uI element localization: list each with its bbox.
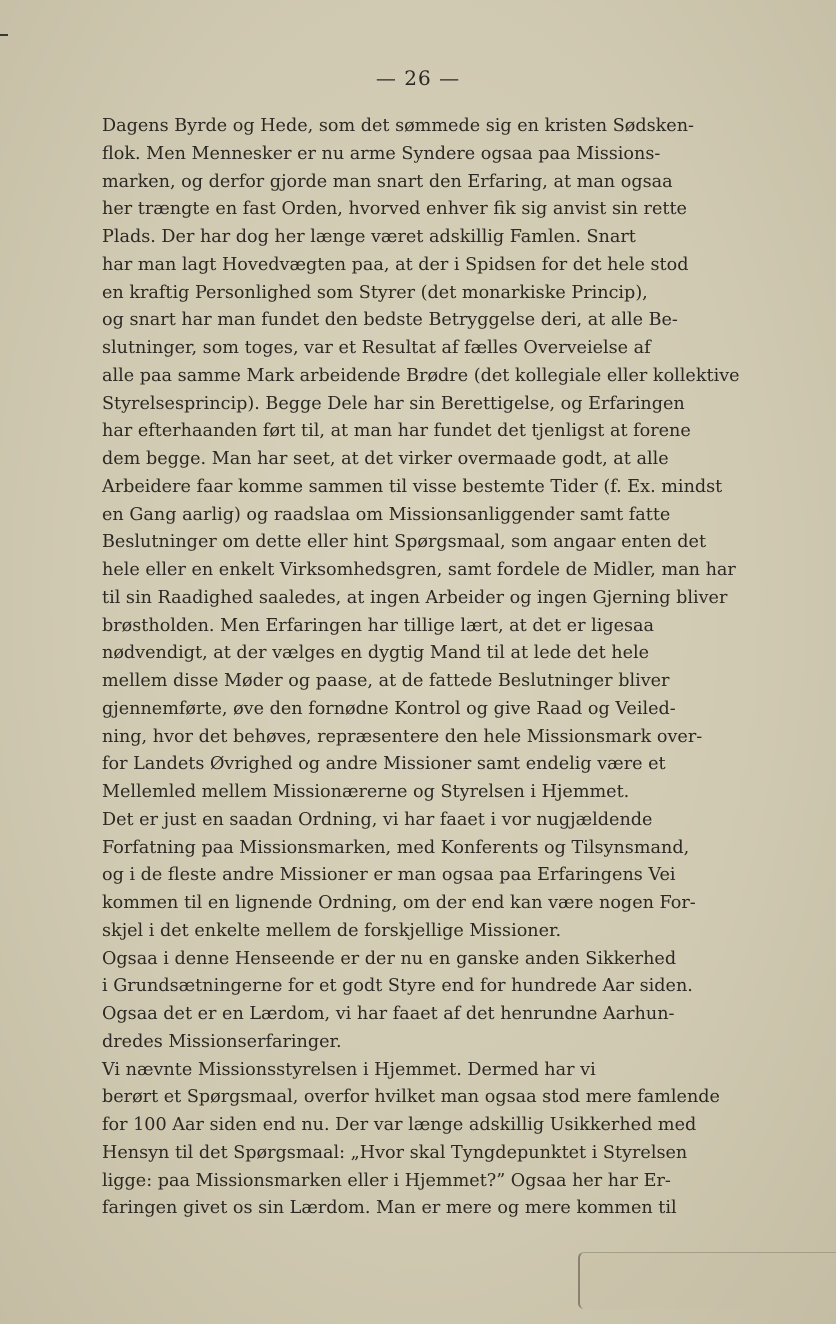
body-text [102,113,758,1223]
text-line: Vi nævnte Missionsstyrelsen i Hjemmet. Dermed har vi [102,1059,596,1080]
text-line: mellem disse Møder og paase, at de fattede Beslutninger bliver [102,671,670,691]
text-line: i Grundsætningerne for et godt Styre end for hundrede Aar siden. [102,976,693,997]
margin-mark [0,34,8,36]
text-line: Det er just en saadan Ordning, vi har faaet i vor nugjældende [102,809,653,830]
text-line: til sin Raadighed saaledes, at ingen Arbeider og ingen Gjerning bliver [102,587,728,608]
text-line: Ogsaa i denne Henseende er der nu en ganske anden Sikkerhed [102,948,677,969]
text-line: hele eller en enkelt Virksomhedsgren, samt fordele de Midler, man har [102,560,736,580]
text-line: for Landets Øvrighed og andre Missioner samt endelig være et [102,754,666,775]
text-line: gjennemførte, øve den fornødne Kontrol og give Raad og Veiled- [102,698,676,719]
text-line: en Gang aarlig) og raadslaa om Missionsanliggender samt fatte [102,504,671,525]
text-line: nødvendigt, at der vælges en dygtig Mand til at lede det hele [102,643,650,664]
text-line: dredes Missionserfaringer. [102,1031,342,1052]
text-line: kommen til en lignende Ordning, om der end kan være nogen For- [102,893,696,913]
text-line: og snart har man fundet den bedste Betryggelse deri, at alle Be- [102,310,678,331]
text-line: faringen givet os sin Lærdom. Man er mere og mere kommen til [102,1198,677,1219]
text-line: alle paa samme Mark arbeidende Brødre (det kollegiale eller kollektive [102,365,740,386]
text-line: slutninger, som toges, var et Resultat af fælles Overveielse af [102,338,651,358]
text-line: har efterhaanden ført til, at man har fundet det tjenligst at forene [102,421,691,442]
text-line: her trængte en fast Orden, hvorved enhver fik sig anvist sin rette [102,199,687,220]
page-number: — 26 — [375,66,461,90]
text-line: Ogsaa det er en Lærdom, vi har faaet af det henrundne Aarhun- [102,1004,675,1024]
text-line: ning, hvor det behøves, repræsentere den hele Missionsmark over- [102,726,703,747]
text-line: Beslutninger om dette eller hint Spørgsmaal, som angaar enten det [102,532,707,553]
text-line: Styrelsesprincip). Begge Dele har sin Berettigelse, og Erfaringen [102,393,685,414]
text-line: Dagens Byrde og Hede, som det sømmede sig en kristen Sødsken- [102,116,694,136]
text-line: skjel i det enkelte mellem de forskjellige Missioner. [102,920,562,941]
text-line: og i de fleste andre Missioner er man ogsaa paa Erfaringens Vei [102,865,676,886]
text-line: Plads. Der har dog her længe været adskillig Famlen. Snart [102,227,636,247]
text-line: en kraftig Personlighed som Styrer (det monarkiske Princip), [102,282,648,303]
text-line: Forfatning paa Missionsmarken, med Konferents og Tilsynsmand, [102,837,690,858]
text-line: flok. Men Mennesker er nu arme Syndere ogsaa paa Missions- [102,143,661,164]
text-line: Arbeidere faar komme sammen til visse bestemte Tider (f. Ex. mindst [102,476,723,497]
text-line: har man lagt Hovedvægten paa, at der i Spidsen for det hele stod [102,254,689,275]
text-line: berørt et Spørgsmaal, overfor hvilket man ogsaa stod mere famlende [102,1087,720,1108]
text-line: marken, og derfor gjorde man snart den Erfaring, at man ogsaa [102,171,673,192]
page-corner-fold [578,1252,836,1309]
text-line: for 100 Aar siden end nu. Der var længe adskillig Usikkerhed med [102,1115,697,1135]
text-line: brøstholden. Men Erfaringen har tillige lært, at det er ligesaa [102,615,655,636]
text-line: ligge: paa Missionsmarken eller i Hjemmet?” Ogsaa her har Er- [102,1170,671,1191]
text-line: Hensyn til det Spørgsmaal: „Hvor skal Tyngdepunktet i Styrelsen [102,1142,688,1163]
text-line: dem begge. Man har seet, at det virker overmaade godt, at alle [102,449,669,469]
text-line: Mellemled mellem Missionærerne og Styrelsen i Hjemmet. [102,782,630,802]
